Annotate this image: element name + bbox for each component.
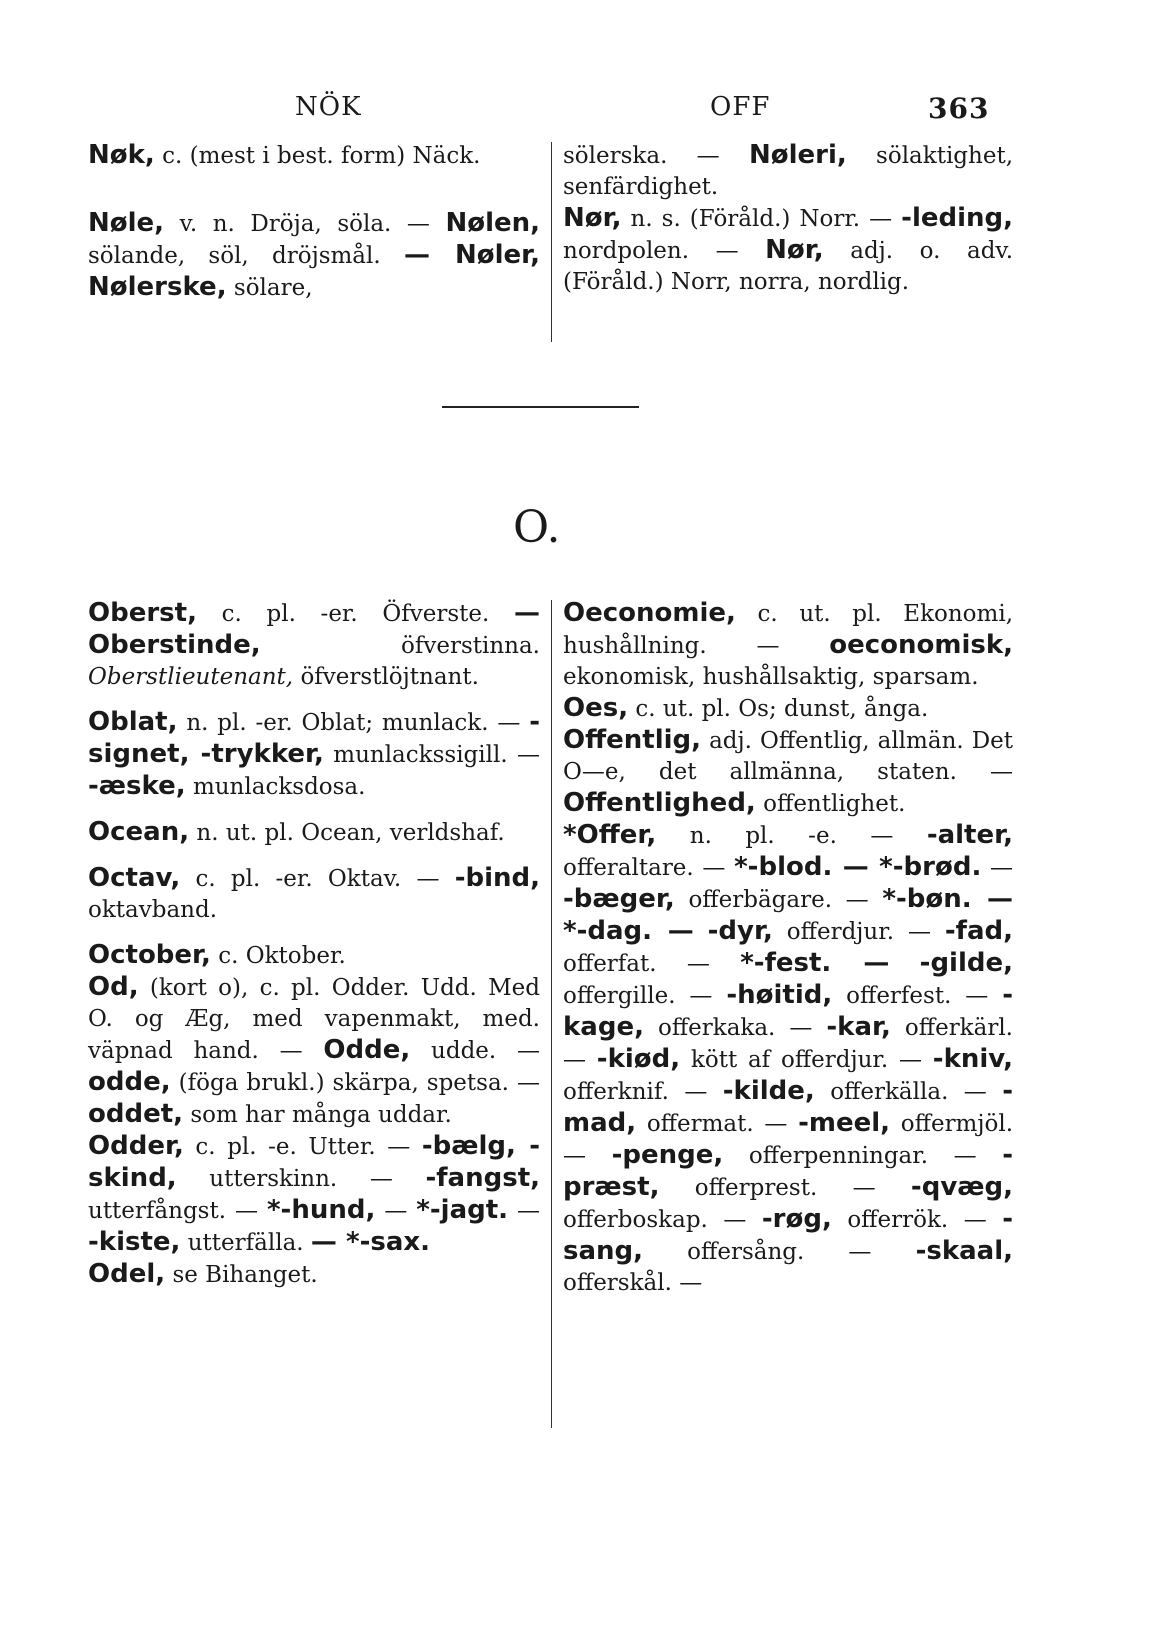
section-letter: O. [513, 502, 561, 553]
headword: *-jagt. [416, 1195, 509, 1225]
entry-text: sölare, [233, 275, 313, 301]
headword: -røg, [761, 1204, 832, 1234]
entry-text: offerpenningar. — [748, 1143, 977, 1169]
entry-text: c. pl. -er. Oktav. — [195, 866, 440, 892]
entry-text: offermjöl. — [563, 1111, 1014, 1169]
page-number: 363 [928, 92, 990, 125]
headword: Odde, [323, 1035, 411, 1065]
header-left-guideword: NÖK [295, 92, 362, 122]
headword: -æske, [88, 771, 186, 801]
entry-text: c. pl. -e. Utter. — [195, 1134, 411, 1160]
headword: Oblat, [88, 707, 178, 737]
entry [88, 140, 540, 172]
headword: *-bøn. — *-dag. — [563, 884, 1013, 946]
entry-text: kött af offerdjur. — [690, 1047, 922, 1073]
entry [563, 598, 1013, 693]
entry-text: adj. Offentlig, allmän. Det O—e, det allmänna, staten. — [563, 728, 1013, 785]
headword: -alter, [926, 820, 1014, 850]
entry-text: n. pl. -er. Oblat; munlack. — [186, 710, 521, 736]
headword: *Offer, [563, 820, 657, 850]
entry [563, 140, 1013, 203]
headword: -kniv, [932, 1044, 1013, 1074]
entry-text: utterfälla. [187, 1230, 304, 1256]
headword: -qvæg, [910, 1172, 1014, 1202]
headword: — Nøler, Nølerske, [88, 240, 541, 302]
entry-text: offermat. — [646, 1111, 788, 1137]
entry [88, 863, 540, 926]
headword: oeconomisk, [829, 630, 1014, 660]
top-left-column [88, 140, 540, 304]
entry-text: öfverstlöjtnant. [300, 664, 479, 690]
entry-text: offersång. — [687, 1239, 872, 1265]
headword: -penge, [611, 1140, 724, 1170]
column-divider-main [551, 600, 552, 1428]
entry-text: öfverstinna. [400, 633, 540, 659]
headword: *-blod. — *-brød. [734, 852, 982, 882]
entry-text: offerfest. — [846, 983, 989, 1009]
entry-text: offeraltare. — [563, 855, 726, 881]
headword: -meel, [798, 1108, 891, 1138]
entry [88, 972, 540, 1131]
entry [88, 817, 540, 849]
entry-text: offerkärl. — [563, 1015, 1013, 1073]
entry-text: se Bihanget. [172, 1262, 318, 1288]
entry-text: oktavband. [88, 897, 218, 923]
top-right-column [563, 140, 1013, 298]
headword: Oberst, [88, 598, 197, 628]
entry-text: offerkälla. — [830, 1079, 987, 1105]
headword: Octav, [88, 863, 181, 893]
entry-text: utterskinn. — [209, 1166, 393, 1192]
entry-text: c. ut. pl. Os; dunst, ånga. [635, 696, 929, 722]
entry-text: offerdjur. — [786, 919, 931, 945]
entry [563, 203, 1013, 298]
column-divider-top [551, 142, 552, 342]
entry-text: offerkaka. — [657, 1015, 813, 1041]
entry-text: — [990, 855, 1013, 881]
entry-text: offerfat. — [563, 951, 710, 977]
headword: Offentlighed, [563, 788, 756, 818]
headword: -kiste, [88, 1227, 181, 1257]
headword: Nør, [563, 203, 622, 233]
main-left-column [88, 598, 540, 1291]
entry-text: offerprest. — [694, 1175, 876, 1201]
entry-text: som har många uddar. [190, 1102, 452, 1128]
entry-text: — [384, 1198, 408, 1224]
entry [88, 1131, 540, 1259]
headword: Odder, [88, 1131, 184, 1161]
entry-text: offerrök. — [847, 1207, 987, 1233]
entry-text: offergille. — [563, 983, 713, 1009]
headword: -kage, [563, 980, 1014, 1042]
headword: -bælg, -skind, [88, 1131, 540, 1193]
headword: -kiød, [596, 1044, 681, 1074]
entry-text: sölerska. — [563, 143, 720, 169]
headword: Nøk, [88, 140, 155, 170]
entry [563, 693, 1013, 725]
entry-text: offerbägare. — [688, 887, 869, 913]
headword: Nøleri, [748, 140, 847, 170]
headword: -leding, [901, 203, 1014, 233]
headword: -kar, [826, 1012, 891, 1042]
headword: -fad, [944, 916, 1014, 946]
headword: odde, [88, 1067, 171, 1097]
headword: -præst, [563, 1140, 1014, 1202]
entry-text: ekonomisk, hushållsaktig, sparsam. [563, 664, 979, 690]
headword: oddet, [88, 1099, 184, 1129]
headword: Oeconomie, [563, 598, 736, 628]
headword: Nøle, [88, 208, 165, 238]
headword: -gilde, [919, 948, 1014, 978]
page-header [90, 92, 1020, 132]
entry-text: c. (mest i best. form) Näck. [162, 143, 481, 169]
headword: Offentlig, [563, 725, 702, 755]
entry-text: nordpolen. — [563, 238, 739, 264]
entry [563, 725, 1013, 820]
headword: *-fest. — [740, 948, 890, 978]
entry-text: udde. — [431, 1038, 540, 1064]
headword: Od, [88, 972, 139, 1002]
headword: Ocean, [88, 817, 190, 847]
headword: Oes, [563, 693, 629, 723]
headword: — *-sax. [310, 1227, 431, 1257]
headword: -skaal, [915, 1236, 1013, 1266]
entry-text: — [517, 1198, 541, 1224]
entry-text: c. pl. -er. Öfverste. [221, 601, 490, 627]
entry-text: utterfångst. — [88, 1198, 258, 1224]
headword: Odel, [88, 1259, 166, 1289]
entry-text: (föga brukl.) skärpa, spetsa. — [178, 1070, 540, 1096]
headword: Nølen, [445, 208, 541, 238]
entry-text: offentlighet. [763, 791, 906, 817]
headword: -bæger, [563, 884, 675, 914]
headword: Nør, [765, 235, 824, 265]
headword: -bind, [454, 863, 541, 893]
headword: -høitid, [726, 980, 833, 1010]
entry-text: v. n. Dröja, söla. — [179, 211, 430, 237]
headword: -mad, [563, 1076, 1014, 1138]
entry-text: (kort o), c. pl. Odder. Udd. Med O. og Æg, med vapenmakt, med. väpnad hand. — [88, 975, 541, 1064]
headword: -sang, [563, 1204, 1014, 1266]
main-right-column [563, 598, 1013, 1299]
entry [88, 1259, 540, 1291]
headword: — Oberstinde, [88, 598, 540, 660]
entry [88, 940, 540, 972]
entry-text: n. ut. pl. Ocean, verldshaf. [196, 820, 505, 846]
headword: -signet, -trykker, [88, 707, 540, 769]
entry [88, 707, 540, 803]
entry-text: n. s. (Föråld.) Norr. — [630, 206, 893, 232]
entry-text: sölaktighet, senfärdighet. [563, 143, 1014, 200]
entry-text: offerboskap. — [563, 1207, 747, 1233]
entry-italic: Oberstlieutenant, [88, 664, 294, 690]
entry-text: c. ut. pl. Ekonomi, hushållning. — [563, 601, 1013, 659]
entry-text: offerskål. — [563, 1270, 703, 1296]
entry [563, 820, 1013, 1299]
headword: -dyr, [707, 916, 773, 946]
section-separator [442, 406, 639, 408]
entry-text: munlackssigill. — [333, 742, 540, 768]
entry [88, 208, 540, 304]
entry-text: n. pl. -e. — [689, 823, 894, 849]
headword: -kilde, [722, 1076, 815, 1106]
headword: October, [88, 940, 211, 970]
entry-text: adj. o. adv. (Föråld.) Norr, norra, nordlig. [563, 238, 1013, 295]
entry-text: sölande, söl, dröjsmål. [88, 243, 381, 269]
headword: *-hund, [266, 1195, 376, 1225]
entry-text: munlacksdosa. [192, 774, 366, 800]
headword: -fangst, [425, 1163, 541, 1193]
entry [88, 598, 540, 693]
entry-text: c. Oktober. [218, 943, 346, 969]
header-right-guideword: OFF [710, 92, 771, 122]
entry-text: offerknif. — [563, 1079, 708, 1105]
